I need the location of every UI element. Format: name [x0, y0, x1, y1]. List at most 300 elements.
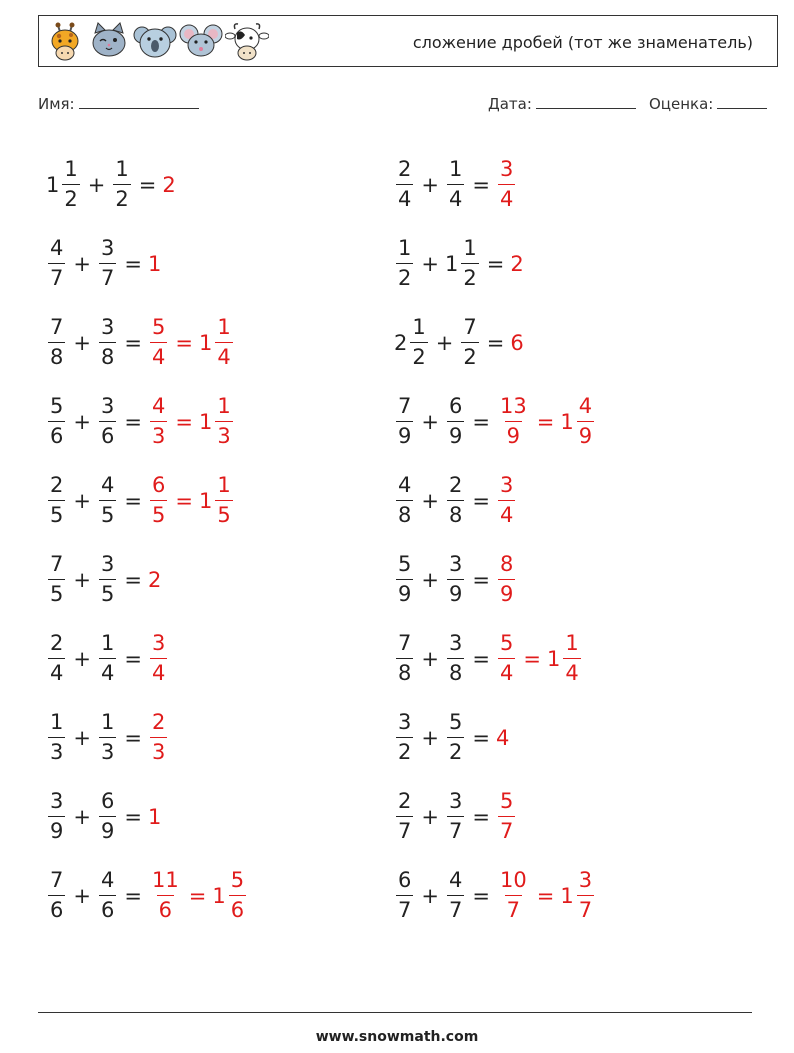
date-blank[interactable]: [536, 94, 636, 109]
equals-sign: =: [124, 567, 142, 592]
answer: [148, 568, 162, 592]
equals-sign: =: [175, 488, 193, 513]
denominator: 7: [48, 263, 65, 289]
date-field: [488, 94, 636, 113]
denominator: 7: [99, 263, 116, 289]
numerator: 5: [499, 631, 514, 655]
fraction: [498, 159, 515, 210]
denominator: 7: [447, 895, 464, 921]
fraction: [99, 238, 116, 289]
problem-row: [394, 619, 596, 698]
name-field: [38, 94, 199, 113]
denominator: 3: [150, 421, 167, 447]
whole-number: 1: [444, 251, 459, 276]
fraction: [48, 396, 65, 447]
numerator: 4: [578, 394, 593, 418]
equals-sign: =: [124, 646, 142, 671]
whole-number: 1: [46, 172, 60, 197]
denominator: 9: [447, 421, 464, 447]
fraction: [150, 396, 167, 447]
denominator: 7: [577, 895, 594, 921]
numerator: 6: [151, 473, 166, 497]
fraction: [48, 791, 65, 842]
fraction: [461, 238, 478, 289]
whole-number: 2: [394, 330, 408, 355]
problem-row: [394, 224, 596, 303]
whole-number: 2: [162, 172, 176, 197]
answer: [496, 633, 583, 684]
name-label: Имя:: [38, 95, 75, 113]
fraction: [48, 712, 65, 763]
fraction: [498, 791, 515, 842]
equals-sign: =: [472, 409, 490, 434]
denominator: 4: [498, 658, 515, 684]
equals-sign: =: [472, 804, 490, 829]
denominator: 6: [48, 895, 65, 921]
denominator: 9: [396, 579, 413, 605]
fraction: [447, 475, 464, 526]
equals-sign: =: [486, 330, 505, 355]
fraction: [447, 396, 464, 447]
fraction: [447, 712, 464, 763]
answer: [510, 331, 524, 355]
denominator: 2: [461, 342, 478, 368]
answer: [496, 554, 517, 605]
problem-row: [46, 461, 248, 540]
numerator: 3: [151, 631, 166, 655]
date-label: Дата:: [488, 95, 532, 113]
equals-sign: =: [472, 488, 490, 513]
fraction: [396, 396, 413, 447]
denominator: 5: [215, 500, 232, 526]
problem-row: [394, 382, 596, 461]
numerator: 1: [565, 631, 579, 655]
whole-number: 2: [147, 567, 162, 592]
fraction: [396, 633, 413, 684]
denominator: 7: [396, 816, 413, 842]
equals-sign: =: [188, 883, 207, 908]
fraction: [396, 159, 413, 210]
numerator: 3: [100, 552, 115, 576]
problem-row: [46, 698, 248, 777]
footer-url: www.snowmath.com: [315, 1029, 479, 1045]
denominator: 3: [48, 737, 65, 763]
numerator: 3: [448, 789, 463, 813]
plus-sign: +: [73, 646, 91, 671]
denominator: 4: [99, 658, 116, 684]
plus-sign: +: [73, 804, 91, 829]
numerator: 4: [100, 868, 115, 892]
whole-number: 1: [147, 804, 162, 829]
denominator: 4: [396, 184, 413, 210]
numerator: 2: [50, 631, 64, 655]
problem-row: [46, 777, 248, 856]
equals-sign: =: [523, 646, 541, 671]
fraction: [48, 317, 65, 368]
numerator: 2: [151, 710, 166, 734]
plus-sign: +: [87, 172, 106, 197]
denominator: 9: [505, 421, 522, 447]
fraction: [99, 554, 116, 605]
numerator: 4: [100, 473, 115, 497]
whole-number: 1: [198, 409, 213, 434]
numerator: 1: [398, 236, 412, 260]
denominator: 3: [99, 737, 116, 763]
equals-sign: =: [472, 646, 490, 671]
equals-sign: =: [124, 251, 142, 276]
fraction: [48, 475, 65, 526]
plus-sign: +: [435, 330, 454, 355]
problem-row: [394, 303, 596, 382]
fraction: [150, 317, 167, 368]
fraction: [447, 791, 464, 842]
denominator: 6: [99, 421, 116, 447]
denominator: 5: [99, 500, 116, 526]
problem-row: [394, 461, 596, 540]
fraction: [150, 633, 167, 684]
numerator: 2: [398, 789, 412, 813]
numerator: 6: [398, 868, 412, 892]
answer: [510, 252, 524, 276]
koala-icon: [133, 21, 177, 63]
numerator: 7: [398, 394, 412, 418]
problems-left-column: [46, 145, 248, 935]
numerator: 5: [499, 789, 514, 813]
fraction: [498, 554, 515, 605]
problem-row: [46, 382, 248, 461]
whole-number: 1: [147, 251, 162, 276]
answer: [148, 252, 162, 276]
numerator: 1: [50, 710, 64, 734]
denominator: 7: [447, 816, 464, 842]
denominator: 9: [99, 816, 116, 842]
fraction: [577, 396, 594, 447]
fraction: [447, 633, 464, 684]
fraction: [396, 712, 413, 763]
equals-sign: =: [486, 251, 505, 276]
numerator: 1: [217, 394, 231, 418]
denominator: 4: [48, 658, 65, 684]
whole-number: 1: [198, 488, 213, 513]
fraction: [447, 870, 464, 921]
fraction: [447, 554, 464, 605]
answer: [148, 805, 162, 829]
equals-sign: =: [124, 409, 142, 434]
whole-number: 1: [198, 330, 213, 355]
fraction: [577, 870, 594, 921]
fraction: [150, 870, 181, 921]
numerator: 3: [100, 236, 115, 260]
header-box: [38, 15, 778, 67]
fraction: [99, 791, 116, 842]
denominator: 7: [396, 895, 413, 921]
denominator: 6: [48, 421, 65, 447]
denominator: 4: [150, 342, 167, 368]
fraction: [498, 475, 515, 526]
equals-sign: =: [472, 172, 490, 197]
problem-row: [394, 540, 596, 619]
fraction: [215, 317, 232, 368]
plus-sign: +: [421, 804, 439, 829]
numerator: 2: [448, 473, 463, 497]
denominator: 3: [215, 421, 232, 447]
grade-field: [649, 94, 767, 113]
grade-blank[interactable]: [717, 94, 767, 109]
plus-sign: +: [73, 725, 91, 750]
denominator: 6: [99, 895, 116, 921]
equals-sign: =: [138, 172, 157, 197]
problem-row: [46, 224, 248, 303]
whole-number: 1: [546, 646, 561, 671]
plus-sign: +: [73, 488, 91, 513]
equals-sign: =: [536, 883, 555, 908]
plus-sign: +: [421, 488, 439, 513]
numerator: 3: [448, 631, 463, 655]
answer: [148, 396, 235, 447]
fraction: [99, 633, 116, 684]
equals-sign: =: [472, 725, 490, 750]
whole-number: 1: [212, 883, 226, 908]
answer: [496, 475, 517, 526]
fraction: [150, 712, 167, 763]
problem-row: [46, 540, 248, 619]
fraction: [48, 238, 65, 289]
numerator: 6: [448, 394, 463, 418]
plus-sign: +: [421, 567, 439, 592]
numerator: 5: [50, 394, 64, 418]
numerator: 5: [151, 315, 166, 339]
denominator: 8: [99, 342, 116, 368]
equals-sign: =: [124, 330, 142, 355]
numerator: 3: [50, 789, 64, 813]
plus-sign: +: [421, 725, 439, 750]
denominator: 2: [447, 737, 464, 763]
plus-sign: +: [73, 567, 91, 592]
fraction: [229, 870, 246, 921]
numerator: 1: [217, 315, 231, 339]
numerator: 11: [151, 868, 179, 892]
numerator: 10: [499, 868, 527, 892]
problem-row: [46, 856, 248, 935]
denominator: 8: [447, 500, 464, 526]
numerator: 1: [100, 710, 115, 734]
fraction: [396, 554, 413, 605]
mouse-icon: [179, 21, 223, 63]
whole-number: 6: [510, 330, 524, 355]
denominator: 2: [396, 737, 413, 763]
numerator: 5: [448, 710, 463, 734]
numerator: 4: [151, 394, 166, 418]
problem-row: [394, 698, 596, 777]
answer: [148, 317, 235, 368]
denominator: 4: [498, 184, 515, 210]
problem-row: [46, 619, 248, 698]
fraction: [113, 159, 130, 210]
plus-sign: +: [421, 409, 439, 434]
fraction: [498, 870, 529, 921]
equals-sign: =: [124, 804, 142, 829]
answer: [496, 396, 596, 447]
numerator: 4: [448, 868, 463, 892]
fraction: [396, 238, 413, 289]
denominator: 9: [48, 816, 65, 842]
fraction: [99, 396, 116, 447]
plus-sign: +: [73, 251, 91, 276]
whole-number: 1: [560, 409, 574, 434]
whole-number: 2: [510, 251, 524, 276]
numerator: 1: [217, 473, 231, 497]
fraction: [48, 870, 65, 921]
numerator: 2: [398, 157, 412, 181]
plus-sign: +: [73, 330, 91, 355]
numerator: 3: [398, 710, 412, 734]
plus-sign: +: [421, 883, 439, 908]
equals-sign: =: [175, 330, 193, 355]
answer: [148, 870, 248, 921]
denominator: 8: [447, 658, 464, 684]
numerator: 4: [50, 236, 64, 260]
denominator: 6: [229, 895, 246, 921]
denominator: 4: [498, 500, 515, 526]
denominator: 5: [48, 500, 65, 526]
denominator: 3: [150, 737, 167, 763]
plus-sign: +: [421, 172, 439, 197]
equals-sign: =: [175, 409, 193, 434]
denominator: 9: [577, 421, 594, 447]
numerator: 7: [50, 315, 64, 339]
numerator: 1: [115, 157, 129, 181]
denominator: 7: [498, 816, 515, 842]
numerator: 7: [463, 315, 477, 339]
denominator: 8: [48, 342, 65, 368]
plus-sign: +: [73, 883, 91, 908]
numerator: 1: [463, 236, 477, 260]
numerator: 1: [100, 631, 115, 655]
answer: [148, 475, 235, 526]
problem-row: [46, 303, 248, 382]
denominator: 9: [447, 579, 464, 605]
denominator: 9: [396, 421, 413, 447]
numerator: 3: [100, 394, 115, 418]
problems-right-column: [394, 145, 596, 935]
numerator: 1: [448, 157, 463, 181]
denominator: 4: [563, 658, 580, 684]
cat-icon: [89, 21, 129, 63]
name-blank[interactable]: [79, 94, 199, 109]
numerator: 6: [100, 789, 115, 813]
fraction: [215, 396, 232, 447]
fraction: [410, 317, 427, 368]
denominator: 2: [113, 184, 130, 210]
equals-sign: =: [124, 883, 142, 908]
denominator: 7: [505, 895, 522, 921]
plus-sign: +: [73, 409, 91, 434]
numerator: 4: [398, 473, 412, 497]
fraction: [396, 475, 413, 526]
plus-sign: +: [421, 251, 439, 276]
numerator: 3: [499, 473, 514, 497]
worksheet-title: сложение дробей (тот же знаменатель): [412, 33, 753, 52]
cow-icon: [225, 21, 269, 63]
denominator: 2: [62, 184, 79, 210]
answer: [496, 159, 517, 210]
equals-sign: =: [536, 409, 555, 434]
denominator: 9: [498, 579, 515, 605]
numerator: 7: [398, 631, 412, 655]
fraction: [99, 870, 116, 921]
denominator: 6: [157, 895, 174, 921]
numerator: 13: [499, 394, 527, 418]
numerator: 5: [398, 552, 412, 576]
fraction: [62, 159, 79, 210]
numerator: 3: [100, 315, 115, 339]
denominator: 2: [396, 263, 413, 289]
numerator: 1: [64, 157, 78, 181]
problem-row: [394, 145, 596, 224]
denominator: 8: [396, 658, 413, 684]
denominator: 4: [215, 342, 232, 368]
answer: [496, 791, 517, 842]
answer: [162, 173, 176, 197]
fraction: [48, 554, 65, 605]
whole-number: 4: [495, 725, 510, 750]
fraction: [99, 712, 116, 763]
denominator: 4: [447, 184, 464, 210]
problem-row: [46, 145, 248, 224]
grade-label: Оценка:: [649, 95, 714, 113]
numerator: 3: [499, 157, 514, 181]
equals-sign: =: [472, 883, 490, 908]
plus-sign: +: [421, 646, 439, 671]
numerator: 7: [50, 868, 64, 892]
denominator: 2: [461, 263, 478, 289]
fraction: [498, 396, 529, 447]
fraction: [396, 791, 413, 842]
fraction: [396, 870, 413, 921]
answer: [148, 633, 169, 684]
answer: [496, 870, 596, 921]
numerator: 1: [412, 315, 426, 339]
denominator: 5: [48, 579, 65, 605]
fraction: [215, 475, 232, 526]
numerator: 8: [499, 552, 514, 576]
fraction: [563, 633, 580, 684]
whole-number: 1: [560, 883, 574, 908]
numerator: 5: [230, 868, 245, 892]
problem-row: [394, 777, 596, 856]
answer: [148, 712, 169, 763]
denominator: 2: [410, 342, 427, 368]
denominator: 8: [396, 500, 413, 526]
footer-divider: [38, 1012, 752, 1013]
fraction: [447, 159, 464, 210]
fraction: [498, 633, 515, 684]
denominator: 5: [99, 579, 116, 605]
fraction: [99, 475, 116, 526]
fraction: [150, 475, 167, 526]
numerator: 3: [578, 868, 593, 892]
equals-sign: =: [472, 567, 490, 592]
numerator: 3: [448, 552, 463, 576]
denominator: 5: [150, 500, 167, 526]
problem-row: [394, 856, 596, 935]
fraction: [461, 317, 478, 368]
fraction: [99, 317, 116, 368]
fraction: [48, 633, 65, 684]
numerator: 2: [50, 473, 64, 497]
equals-sign: =: [124, 725, 142, 750]
giraffe-icon: [45, 21, 85, 63]
